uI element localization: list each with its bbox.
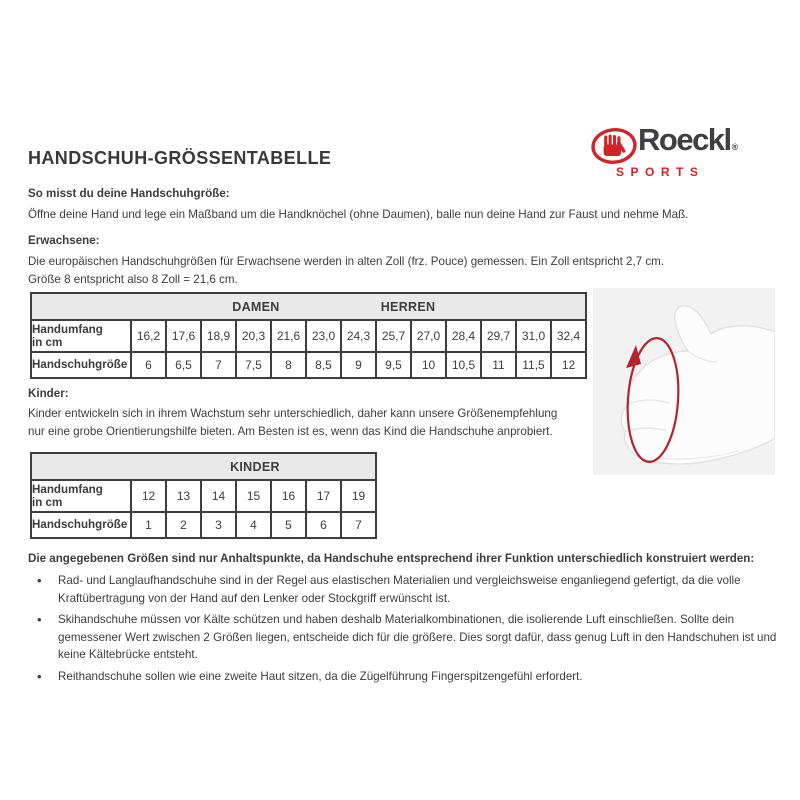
- note-item: • Skihandschuhe müssen vor Kälte schützen und haben deshalb Materialkombinationen, die isolierende Luft einschließen. Sollte dein gemessener Wert zwischen 2 Größen liegen, entscheide dich für die größere. Dies sorgt dafür, dass genug Luft in den Handschuhen ist und keine Kältebrücke entsteht.: [36, 611, 793, 664]
- table-cell: 9: [341, 352, 376, 378]
- table-cell: 6,5: [166, 352, 201, 378]
- kids-size-row: [31, 512, 376, 538]
- roeckl-glove-icon: [591, 127, 637, 169]
- adult-table-group-header: [31, 293, 586, 320]
- table-cell: 27,0: [411, 320, 446, 352]
- kids-text: Kinder entwickeln sich in ihrem Wachstum sehr unterschiedlich, daher kann unsere Größenempfehlung nur eine grobe Orientierungshilfe bieten. Am Besten ist es, wenn das Kind die Handschuhe anprobiert.: [28, 407, 558, 438]
- table-cell: 17: [306, 480, 341, 512]
- adult-table-group-row: [31, 293, 586, 320]
- table-cell: 16,2: [131, 320, 166, 352]
- kids-size-table: [30, 452, 377, 539]
- adults-heading: Erwachsene:: [28, 234, 100, 247]
- table-cell: 13: [166, 480, 201, 512]
- table-cell: 8,5: [306, 352, 341, 378]
- table-cell: 6: [306, 512, 341, 538]
- adult-circumference-label: Handumfang in cm: [31, 320, 131, 352]
- kids-heading: Kinder:: [28, 387, 69, 400]
- adult-size-table: [30, 292, 587, 379]
- table-cell: 16: [271, 480, 306, 512]
- table-cell: 1: [131, 512, 166, 538]
- registered-mark: ®: [731, 142, 739, 152]
- roeckl-logo: [591, 122, 791, 184]
- kids-size-label: Handschuhgröße: [31, 512, 131, 538]
- adults-text-line2: Größe 8 entspricht also 8 Zoll = 21,6 cm.: [28, 273, 238, 286]
- table-cell: 31,0: [516, 320, 551, 352]
- brand-subline: SPORTS: [616, 165, 705, 179]
- note-item: • Reithandschuhe sollen wie eine zweite Haut sitzen, da die Zügelführung Fingerspitzengefühl erfordert.: [36, 668, 793, 686]
- table-cell: 7: [341, 512, 376, 538]
- adult-circumference-row: [31, 320, 586, 352]
- notes-list: [36, 572, 793, 689]
- table-cell: 21,6: [271, 320, 306, 352]
- note-item: • Rad- und Langlaufhandschuhe sind in der Regel aus elastischen Materialien und vergleichsweise enganliegend gefertigt, da die volle Kraftübertragung von der Hand auf den Lenker oder Stockgriff erwünscht ist.: [36, 572, 793, 607]
- table-cell: 15: [236, 480, 271, 512]
- table-cell: 25,7: [376, 320, 411, 352]
- table-cell: 10,5: [446, 352, 481, 378]
- table-cell: 6: [131, 352, 166, 378]
- measure-heading: So misst du deine Handschuhgröße:: [28, 187, 230, 200]
- kids-circumference-row: [31, 480, 376, 512]
- table-cell: 11,5: [516, 352, 551, 378]
- table-cell: 24,3: [341, 320, 376, 352]
- adult-size-row: [31, 352, 586, 378]
- measure-text: Öffne deine Hand und lege ein Maßband um die Handknöchel (ohne Daumen), balle nun deine Hand zur Faust und nehme Maß.: [28, 208, 689, 221]
- table-cell: 12: [131, 480, 166, 512]
- table-cell: 11: [481, 352, 516, 378]
- brand-wordmark: [638, 122, 738, 158]
- table-cell: 17,6: [166, 320, 201, 352]
- table-cell: 12: [551, 352, 586, 378]
- brand-name: Roeckl: [638, 122, 731, 157]
- kids-circumference-label: Handumfang in cm: [31, 480, 131, 512]
- table-cell: 14: [201, 480, 236, 512]
- group-label-damen: DAMEN: [232, 299, 280, 314]
- table-cell: 5: [271, 512, 306, 538]
- page-title: HANDSCHUH-GRÖSSENTABELLE: [28, 148, 332, 168]
- table-cell: 19: [341, 480, 376, 512]
- table-cell: 10: [411, 352, 446, 378]
- adults-text-line1: Die europäischen Handschuhgrößen für Erwachsene werden in alten Zoll (frz. Pouce) gemessen. Ein Zoll entspricht 2,7 cm.: [28, 255, 665, 268]
- table-cell: 7: [201, 352, 236, 378]
- table-cell: 4: [236, 512, 271, 538]
- table-cell: 3: [201, 512, 236, 538]
- hand-measure-figure: [593, 288, 775, 475]
- table-cell: 20,3: [236, 320, 271, 352]
- kids-table-group-row: [31, 453, 376, 480]
- table-cell: 8: [271, 352, 306, 378]
- table-cell: 32,4: [551, 320, 586, 352]
- notes-heading: Die angegebenen Größen sind nur Anhaltspunkte, da Handschuhe entsprechend ihrer Funktion unterschiedlich konstruiert werden:: [28, 552, 755, 565]
- group-label-herren: HERREN: [380, 299, 436, 314]
- table-cell: 7,5: [236, 352, 271, 378]
- adult-size-label: Handschuhgröße: [31, 352, 131, 378]
- kids-table-group-header: [31, 453, 376, 480]
- table-cell: 18,9: [201, 320, 236, 352]
- table-cell: 23,0: [306, 320, 341, 352]
- table-cell: 29,7: [481, 320, 516, 352]
- table-cell: 28,4: [446, 320, 481, 352]
- group-label-kinder: KINDER: [230, 459, 280, 474]
- table-cell: 9,5: [376, 352, 411, 378]
- table-cell: 2: [166, 512, 201, 538]
